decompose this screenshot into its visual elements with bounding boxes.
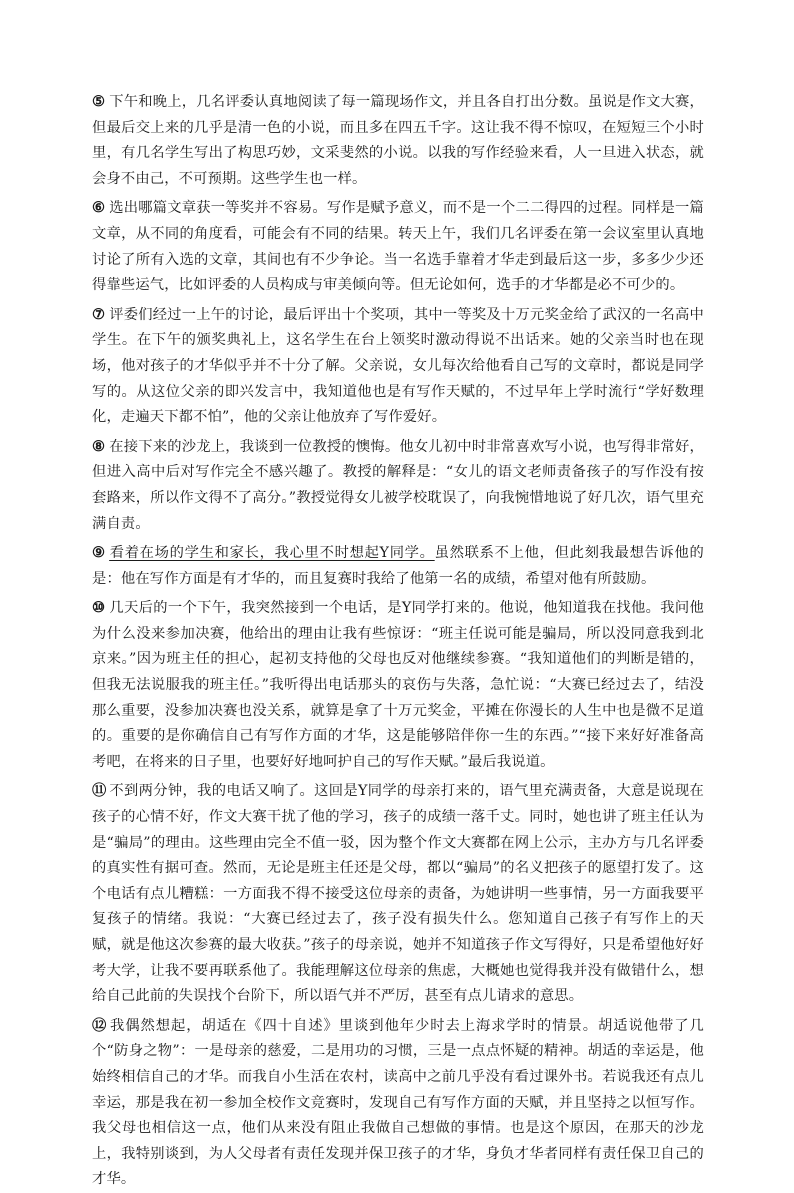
paragraph-6 <box>92 196 704 298</box>
underlined-sentence: 看着在场的学生和家长，我心里不时想起Y同学。 <box>109 545 435 562</box>
paragraph-number: ⑨ <box>92 545 105 562</box>
paragraph-7 <box>92 303 704 431</box>
paragraph-number: ⑦ <box>92 306 105 323</box>
paragraph-number: ⑧ <box>92 438 105 455</box>
paragraph-10 <box>92 596 704 775</box>
paragraph-number: ⑩ <box>92 600 105 617</box>
paragraph-text: 虽然联系不上他，但此刻我最想告诉他的是：他在写作方面是有才华的，而且复赛时我给了他第一名的成绩，希望对他有所鼓励。 <box>92 545 704 587</box>
paragraph-8 <box>92 435 704 537</box>
paragraph-text: 不到两分钟，我的电话又响了。这回是Y同学的母亲打来的，语气里充满责备，大意是说现在孩子的心情不好，作文大赛干扰了他的学习，孩子的成绩一落千丈。同时，她也讲了班主任认为是“骗局”的理由。这些理由完全不值一驳，因为整个作文大赛都在网上公示，主办方与几名评委的真实性有据可查。然而，无论是班主任还是父母，都以“骗局”的名义把孩子的愿望打发了。这个电话有点儿糟糕：一方面我不得不接受这位母亲的责备，为她讲明一些事情，另一方面我要平复孩子的情绪。我说：“大赛已经过去了，孩子没有损失什么。您知道自己孩子有写作上的天赋，就是他这次参赛的最大收获。”孩子的母亲说，她并不知道孩子作文写得好，只是希望他好好考大学，让我不要再联系他了。我能理解这位母亲的焦虑，大概她也觉得我并没有做错什么，想给自己此前的失误找个台阶下，所以语气并不严厉，甚至有点儿请求的意思。 <box>92 783 704 1005</box>
paragraph-text: 评委们经过一上午的讨论，最后评出十个奖项，其中一等奖及十万元奖金给了武汉的一名高中学生。在下午的颁奖典礼上，这名学生在台上领奖时激动得说不出话来。她的父亲当时也在现场，他对孩子的才华似乎并不十分了解。父亲说，女儿每次给他看自己写的文章时，都说是同学写的。从这位父亲的即兴发言中，我知道他也是有写作天赋的，不过早年上学时流行“学好数理化，走遍天下都不怕”，他的父亲让他放弃了写作爱好。 <box>92 306 704 426</box>
paragraph-text: 在接下来的沙龙上，我谈到一位教授的懊悔。他女儿初中时非常喜欢写小说，也写得非常好，但进入高中后对写作完全不感兴趣了。教授的解释是：“女儿的语文老师责备孩子的写作没有按套路来，所以作文得不了高分。”教授觉得女儿被学校耽误了，向我惋惜地说了好几次，语气里充满自责。 <box>92 438 704 532</box>
paragraph-5 <box>92 90 704 192</box>
paragraph-11 <box>92 779 704 1009</box>
paragraph-number: ⑥ <box>92 200 105 217</box>
paragraph-number: ⑫ <box>92 1017 107 1034</box>
paragraph-9 <box>92 541 704 592</box>
paragraph-text: 几天后的一个下午，我突然接到一个电话，是Y同学打来的。他说，他知道我在找他。我问他为什么没来参加决赛，他给出的理由让我有些惊讶：“班主任说可能是骗局，所以没同意我到北京来。”因为班主任的担心，起初支持他的父母也反对他继续参赛。“我知道他们的判断是错的，但我无法说服我的班主任。”我听得出电话那头的哀伤与失落，急忙说：“大赛已经过去了，结没那么重要，没参加决赛也没关系，就算是拿了十万元奖金，平摊在你漫长的人生中也是微不足道的。重要的是你确信自己有写作方面的才华，这是能够陪伴你一生的东西。”“接下来好好准备高考吧，在将来的日子里，也要好好地呵护自己的写作天赋。”最后我说道。 <box>92 600 704 770</box>
paragraph-12 <box>92 1014 704 1193</box>
paragraph-number: ⑤ <box>92 94 105 110</box>
paragraph-text: 选出哪篇文章获一等奖并不容易。写作是赋予意义，而不是一个二二得四的过程。同样是一篇文章，从不同的角度看，可能会有不同的结果。转天上午，我们几名评委在第一会议室里认真地讨论了所有入选的文章，其间也有不少争论。当一名选手靠着才华走到最后这一步，多多少少还得靠些运气，比如评委的人员构成与审美倾向等。但无论如何，选手的才华都是必不可少的。 <box>92 200 704 294</box>
paragraph-text: 下午和晚上，几名评委认真地阅读了每一篇现场作文，并且各自打出分数。虽说是作文大赛，但最后交上来的几乎是清一色的小说，而且多在四五千字。这让我不得不惊叹，在短短三个小时里，有几名学生写出了构思巧妙，文采斐然的小说。以我的写作经验来看，人一旦进入状态，就会身不由己，不可预期。这些学生也一样。 <box>92 94 704 187</box>
paragraph-text: 我偶然想起，胡适在《四十自述》里谈到他年少时去上海求学时的情景。胡适说他带了几个“防身之物”：一是母亲的慈爱，二是用功的习惯，三是一点点怀疑的精神。胡适的幸运是，他始终相信自己的才华。而我自小生活在农村，读高中之前几乎没有看过课外书。若说我还有点儿幸运，那是我在初一参加全校作文竞赛时，发现自己有写作方面的天赋，并且坚持之以恒写作。我父母也相信这一点，他们从来没有阻止我做自己想做的事情。也是这个原因，在那天的沙龙上，我特别谈到，为人父母者有责任发现并保卫孩子的才华，身负才华者同样有责任保卫自己的才华。 <box>92 1017 704 1188</box>
article-body <box>92 90 704 1193</box>
paragraph-number: ⑪ <box>92 783 107 800</box>
